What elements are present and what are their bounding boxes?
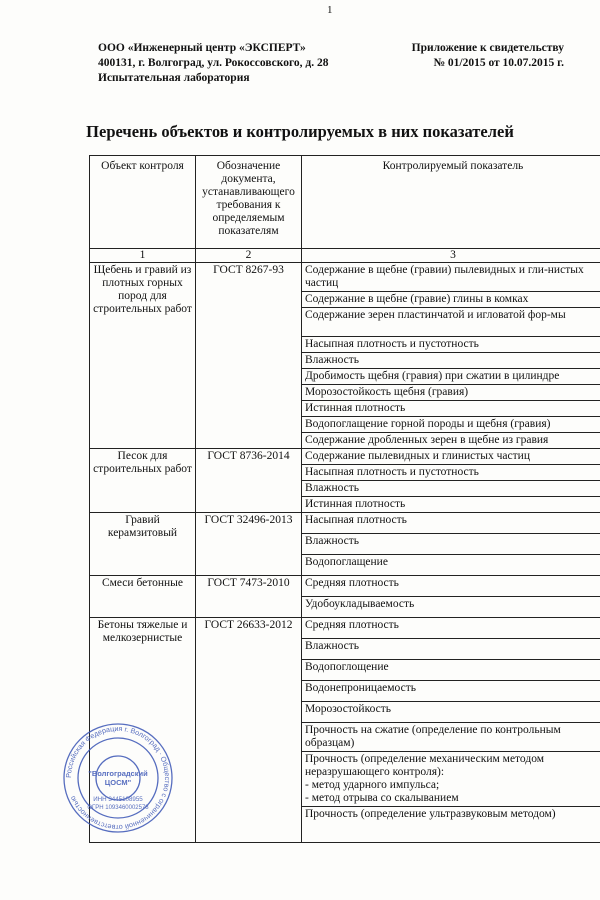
- header-indicator: Контролируемый показатель: [302, 156, 600, 249]
- indicator-cell: Содержание в щебне (гравии) пылевидных и гли-нистых частиц: [302, 263, 600, 292]
- indicator-cell: Прочность на сжатие (определение по контрольным образцам): [302, 723, 600, 752]
- indicator-cell: Водопоглащение: [302, 555, 600, 576]
- indicator-cell: Влажность: [302, 353, 600, 369]
- indicator-cell: Средняя плотность: [302, 576, 600, 597]
- table-header-row: [90, 156, 600, 249]
- lab-stamp: [62, 722, 174, 834]
- stamp-ogrn-text: ОГРН 1093460002578: [87, 805, 149, 811]
- appendix-number: № 01/2015 от 10.07.2015 г.: [433, 57, 564, 69]
- column-number: 3: [302, 249, 600, 263]
- indicator-cell: Морозостойкость щебня (гравия): [302, 385, 600, 401]
- indicator-cell: Дробимость щебня (гравия) при сжатии в цилиндре: [302, 369, 600, 385]
- indicator-cell: Содержание в щебне (гравие) глины в комках: [302, 292, 600, 308]
- indicator-cell: Истинная плотность: [302, 497, 600, 513]
- indicator-cell: Водонепроницаемость: [302, 681, 600, 702]
- indicator-cell: Влажность: [302, 639, 600, 660]
- document-cell: ГОСТ 7473-2010: [196, 576, 302, 618]
- stamp-center-text: ЦОСМ": [104, 778, 132, 787]
- indicator-cell: Содержание дробленных зерен в щебне из гравия: [302, 433, 600, 449]
- document-cell: ГОСТ 8736-2014: [196, 449, 302, 513]
- document-cell: ГОСТ 26633-2012: [196, 618, 302, 843]
- table-row: [90, 576, 600, 597]
- object-cell: Гравий керамзитовый: [90, 513, 196, 576]
- indicator-cell: Удобоукладываемость: [302, 597, 600, 618]
- table-row: [90, 513, 600, 534]
- indicator-cell: Влажность: [302, 481, 600, 497]
- indicator-cell: Прочность (определение ультразвуковым методом): [302, 807, 600, 843]
- page-number: 1: [327, 4, 333, 16]
- indicator-cell: Водопоглощение: [302, 660, 600, 681]
- object-cell: Бетоны тяжелые и мелкозернистые: [90, 618, 196, 843]
- document-title: Перечень объектов и контролируемых в них показателей: [86, 122, 514, 141]
- indicator-cell: Истинная плотность: [302, 401, 600, 417]
- indicator-cell: Прочность (определение механическим методом неразрушающего контроля): - метод ударного импульса; - метод отрыва со скалыванием: [302, 752, 600, 807]
- indicator-cell: Насыпная плотность и пустотность: [302, 465, 600, 481]
- stamp-outer-text: Российская Федерация г. Волгоград · Общество с ограниченной ответственностью: [63, 723, 173, 833]
- org-address: 400131, г. Волгоград, ул. Рокоссовского, д. 28: [98, 57, 329, 69]
- indicator-cell: Средняя плотность: [302, 618, 600, 639]
- table-row: [90, 618, 600, 639]
- indicator-cell: Содержание зерен пластинчатой и игловатой фор-мы: [302, 308, 600, 337]
- indicator-cell: Морозостойкость: [302, 702, 600, 723]
- org-header: [98, 41, 329, 86]
- stamp-inn-text: ИНН 3445108955: [93, 796, 143, 803]
- column-number: 2: [196, 249, 302, 263]
- indicator-cell: Водопоглащение горной породы и щебня (гравия): [302, 417, 600, 433]
- column-number: 1: [90, 249, 196, 263]
- document-cell: ГОСТ 8267-93: [196, 263, 302, 449]
- org-name: ООО «Инженерный центр «ЭКСПЕРТ»: [98, 42, 306, 54]
- indicator-cell: Насыпная плотность и пустотность: [302, 337, 600, 353]
- appendix-title: Приложение к свидетельству: [411, 42, 564, 54]
- indicator-cell: Насыпная плотность: [302, 513, 600, 534]
- indicator-cell: Влажность: [302, 534, 600, 555]
- document-cell: ГОСТ 32496-2013: [196, 513, 302, 576]
- object-cell: Песок для строительных работ: [90, 449, 196, 513]
- header-object: Объект контроля: [90, 156, 196, 249]
- table-row: [90, 449, 600, 465]
- column-number-row: [90, 249, 600, 263]
- indicator-cell: Содержание пылевидных и глинистых частиц: [302, 449, 600, 465]
- table-row: [90, 263, 600, 292]
- org-lab: Испытательная лаборатория: [98, 72, 250, 84]
- object-cell: Щебень и гравий из плотных горных пород для строительных работ: [90, 263, 196, 449]
- appendix-header: [412, 41, 564, 71]
- object-cell: Смеси бетонные: [90, 576, 196, 618]
- header-document: Обозначение документа, устанавливающего требования к определяемым показателям: [196, 156, 302, 249]
- stamp-center-text: "Волгоградский: [88, 769, 148, 778]
